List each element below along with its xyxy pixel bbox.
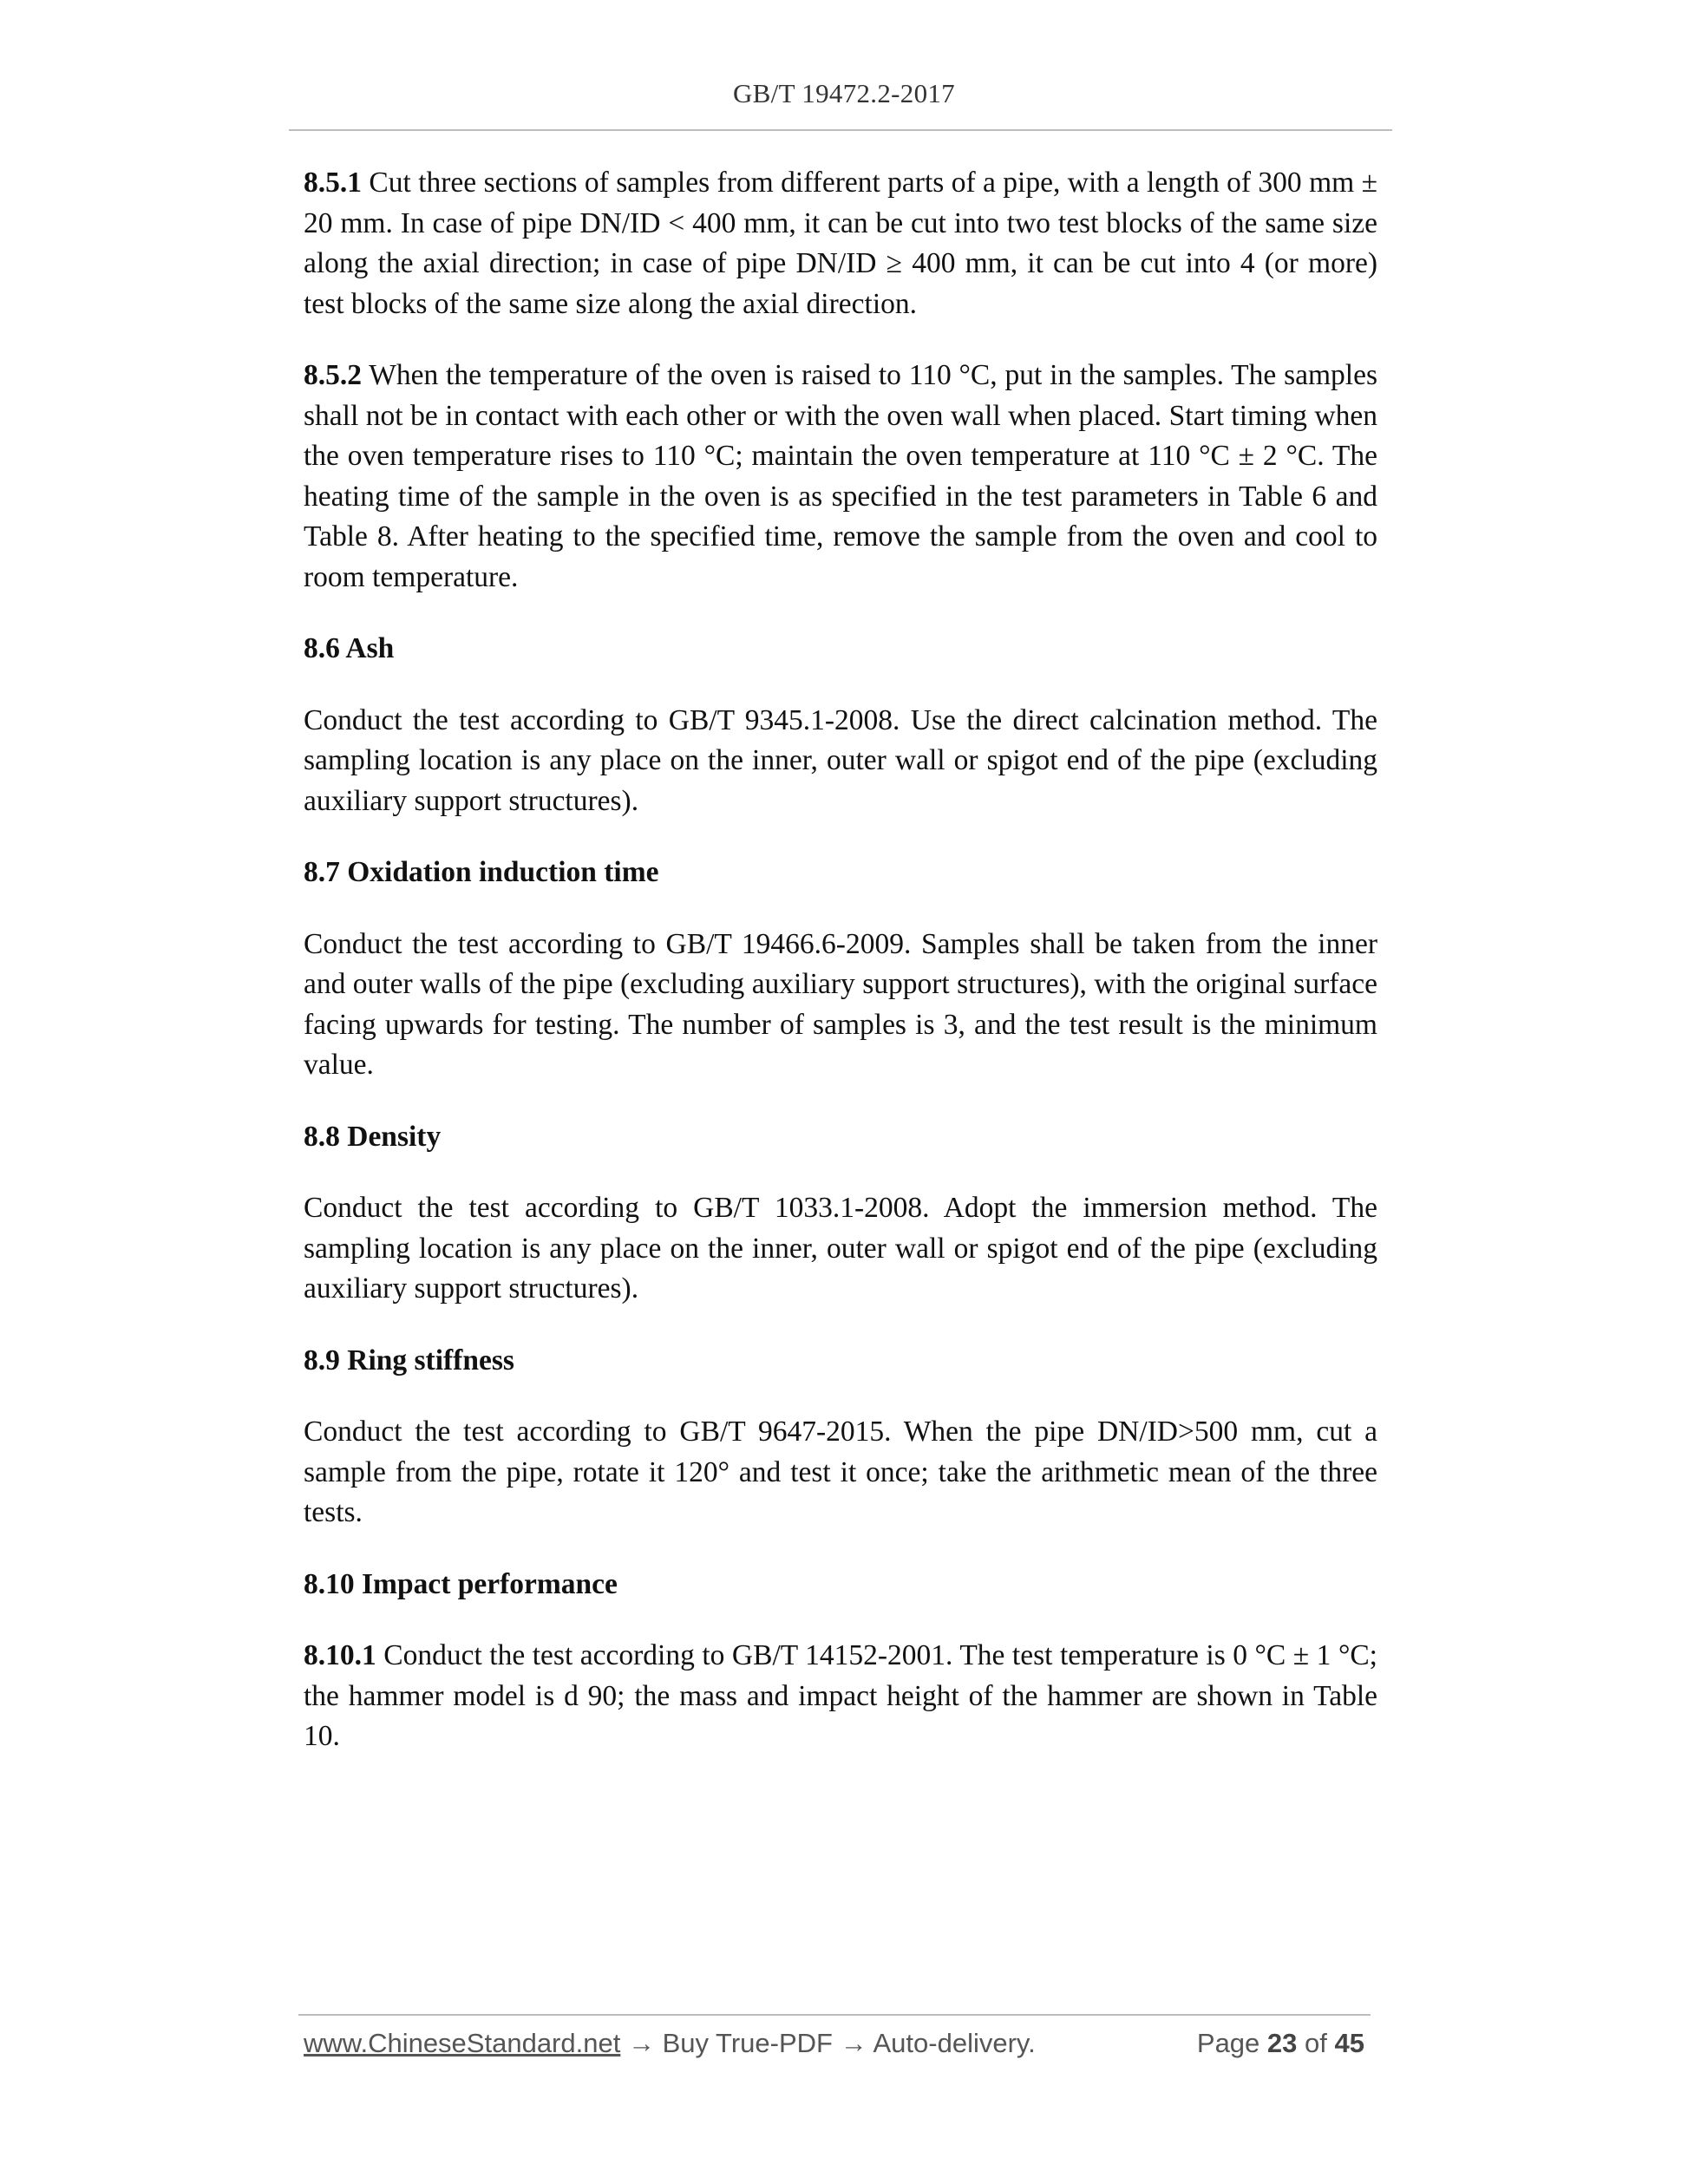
section-text-ash: Conduct the test according to GB/T 9345.1-2008. Use the direct calcination method. The sampling location is any place on the inner, outer wall or spigot end of the pipe (excluding auxiliary support structures). bbox=[304, 703, 1377, 817]
page-label: Page bbox=[1196, 2028, 1260, 2058]
clause-number: 8.10.1 bbox=[304, 1639, 376, 1671]
arrow-right-icon: → bbox=[840, 2028, 867, 2058]
total-pages-number: 45 bbox=[1334, 2028, 1364, 2058]
section-text-oxidation-induction-time: Conduct the test according to GB/T 19466.6-2009. Samples shall be taken from the inner and outer walls of the pipe (excluding auxiliary support structures), with the original surface facing upwards for testing. The number of samples is 3, and the test result is the minimum value. bbox=[304, 927, 1377, 1081]
buy-true-pdf-link[interactable]: Buy True-PDF bbox=[662, 2028, 833, 2058]
section-text-density: Conduct the test according to GB/T 1033.1-2008. Adopt the immersion method. The sampling location is any place on the inner, outer wall or spigot end of the pipe (excluding auxiliary support structures). bbox=[304, 1192, 1377, 1305]
clause-8-5-2 bbox=[304, 356, 1377, 598]
document-body bbox=[304, 163, 1377, 1788]
footer-divider bbox=[298, 2014, 1371, 2016]
clause-text: Conduct the test according to GB/T 14152-2001. The test temperature is 0 °C ± 1 °C; the hammer model is d 90; the mass and impact height of the hammer are shown in Table 10. bbox=[304, 1639, 1377, 1752]
clause-8-5-1 bbox=[304, 163, 1377, 324]
arrow-right-icon: → bbox=[627, 2028, 655, 2058]
clause-8-10-1 bbox=[304, 1636, 1377, 1757]
page-indicator bbox=[1197, 2028, 1364, 2059]
section-heading-impact-performance: 8.10 Impact performance bbox=[304, 1567, 618, 1600]
clause-number: 8.5.1 bbox=[304, 167, 362, 199]
section-heading-ash: 8.6 Ash bbox=[304, 632, 395, 664]
footer-promo bbox=[304, 2028, 1036, 2059]
clause-number: 8.5.2 bbox=[304, 359, 362, 391]
of-label: of bbox=[1305, 2028, 1327, 2058]
section-text-ring-stiffness: Conduct the test according to GB/T 9647-2015. When the pipe DN/ID>500 mm, cut a sample from the pipe, rotate it 120° and test it once; take the arithmetic mean of the three tests. bbox=[304, 1416, 1377, 1528]
section-heading-ring-stiffness: 8.9 Ring stiffness bbox=[304, 1344, 514, 1376]
section-heading-oxidation-induction-time: 8.7 Oxidation induction time bbox=[304, 856, 659, 888]
website-link[interactable]: www.ChineseStandard.net bbox=[304, 2028, 621, 2058]
document-header-title: GB/T 19472.2-2017 bbox=[733, 78, 955, 108]
current-page-number: 23 bbox=[1266, 2028, 1298, 2058]
section-heading-density: 8.8 Density bbox=[304, 1120, 442, 1153]
header-divider bbox=[289, 129, 1392, 131]
clause-text: Cut three sections of samples from different parts of a pipe, with a length of 300 mm ± 20 mm. In case of pipe DN/ID < 400 mm, it can be cut into two test blocks of the same size along the axial direction; in case of pipe DN/ID ≥ 400 mm, it can be cut into 4 (or more) test blocks of the same size along the axial direction. bbox=[304, 167, 1377, 320]
auto-delivery-text: Auto-delivery. bbox=[873, 2028, 1036, 2058]
clause-text: When the temperature of the oven is raised to 110 °C, put in the samples. The samples shall not be in contact with each other or with the oven wall when placed. Start timing when the oven temperature rises to 110 °C; maintain the oven temperature at 110 °C ± 2 °C. The heating time of the sample in the oven is as specified in the test parameters in Table 6 and Table 8. After heating to the specified time, remove the sample from the oven and cool to room temperature. bbox=[304, 359, 1377, 593]
